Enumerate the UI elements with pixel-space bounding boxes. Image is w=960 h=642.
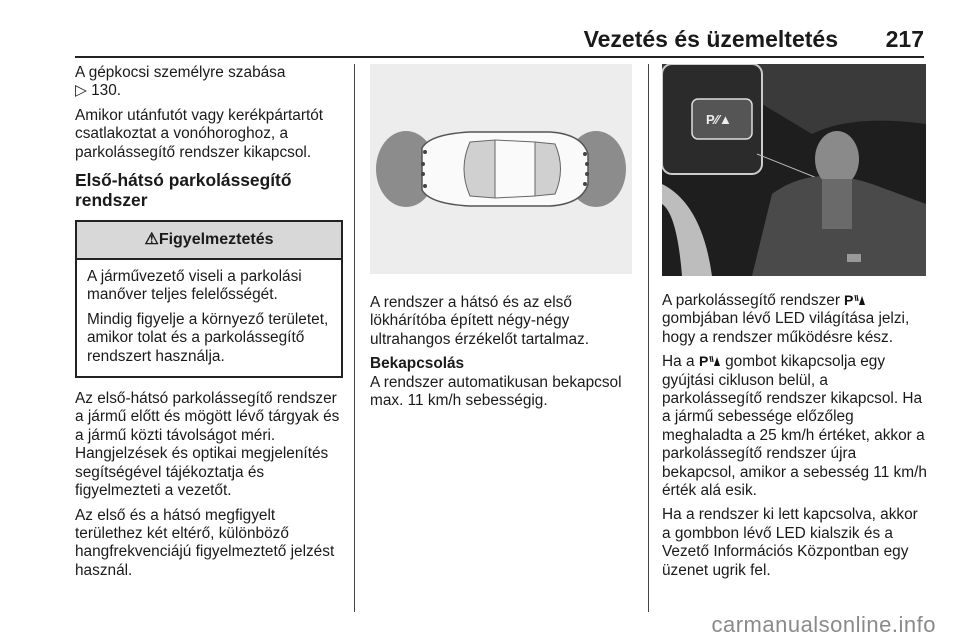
parking-assist-icon	[844, 292, 866, 306]
svg-text:P⁄⁄▲: P⁄⁄▲	[706, 112, 732, 127]
svg-text:P: P	[698, 353, 709, 368]
warning-box	[75, 220, 343, 378]
led-text-b: gombjában lévő LED világítása jelzi, hogy a rendszer működésre kész.	[662, 310, 910, 346]
paragraph-trailer: Amikor utánfutót vagy kerékpártartót csatlakoztat a vonóhoroghoz, a parkolássegítő rendszer kikapcsol.	[75, 106, 324, 161]
paragraph-activation: A rendszer automatikusan bekapcsol max. 11 km/h sebességig.	[370, 373, 622, 410]
paragraph-description: Az első-hátsó parkolássegítő rendszer a jármű előtt és mögött lévő tárgyak és a jármű közti távolságot méri. Hangjelzések és optikai megjelenítés segítségével tájékoztatja és figyelmezteti a vezetőt.	[75, 390, 340, 500]
sensor-coverage-illustration	[370, 64, 632, 274]
section-title: Vezetés és üzemeltetés	[583, 26, 838, 52]
button-text-b: gombot kikapcsolja egy gyújtási cikluson belül, a parkolássegítő rendszer kikapcsol. Ha a jármű sebessége előzőleg meghaladta a 25 km/h értéket, akkor a parkolássegítő rendszer újra bekapcsol, amikor a sebesség 11 km/h érték alá esik.	[662, 353, 927, 500]
paragraph-led	[662, 292, 930, 347]
paragraph-frequencies: Az első és a hátsó megfigyelt területhez két eltérő, különböző hangfrekvenciájú figyelmeztető jelzést használ.	[75, 506, 335, 579]
column-divider	[648, 64, 649, 612]
reference-arrow-icon[interactable]: ▷	[75, 82, 87, 100]
column-divider	[354, 64, 355, 612]
warning-text-1: A járművezető viseli a parkolási manőver teljes felelősségét.	[87, 268, 302, 304]
column-middle	[370, 64, 638, 416]
column-left	[75, 64, 343, 586]
paragraph-led-off: Ha a rendszer ki lett kapcsolva, akkor a gombbon lévő LED kialszik és a Vezető Információs Központban egy üzenet ugrik fel.	[662, 506, 918, 579]
parking-button-illustration	[662, 64, 926, 276]
paragraph-button-off	[662, 353, 930, 500]
button-text-a: Ha a	[662, 353, 695, 371]
svg-text:P: P	[844, 292, 854, 306]
reference-page-link[interactable]: 130.	[91, 82, 122, 100]
page-number: 217	[885, 26, 924, 52]
section-heading: Első-hátsó parkolássegítő rendszer	[75, 170, 292, 211]
parking-assist-icon	[699, 353, 721, 367]
paragraph-sensors: A rendszer a hátsó és az első lökhárítóba épített négy-négy ultrahangos érzékelőt tartalmaz.	[370, 294, 590, 348]
reference-text: A gépkocsi személyre szabása	[75, 64, 286, 81]
warning-header	[77, 222, 341, 260]
warning-text-2: Mindig figyelje a környező területet, amikor tolat és a parkolássegítő rendszert használja.	[87, 310, 329, 365]
led-text-a: A parkolássegítő rendszer	[662, 292, 840, 309]
subsection-heading-activation: Bekapcsolás	[370, 355, 465, 373]
watermark-text: carmanualsonline.info	[711, 612, 936, 637]
column-right	[662, 64, 930, 586]
warning-triangle-icon: ⚠	[144, 231, 159, 249]
page-header	[75, 26, 924, 58]
cross-reference	[75, 64, 343, 101]
warning-body	[77, 260, 341, 376]
warning-title: Figyelmeztetés	[158, 231, 274, 249]
